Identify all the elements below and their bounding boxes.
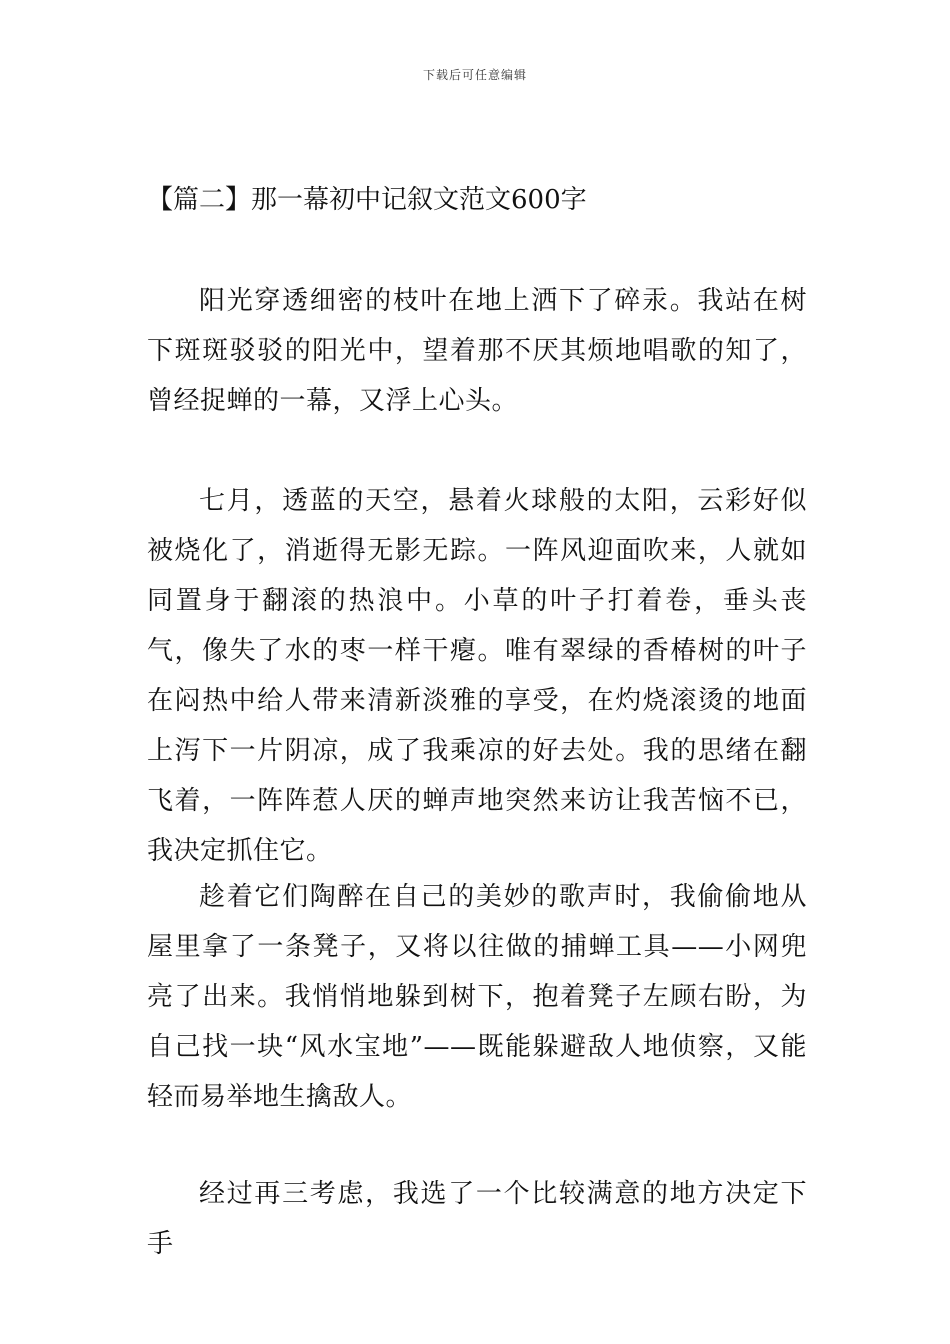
paragraph-4: 经过再三考虑，我选了一个比较满意的地方决定下手 <box>147 1179 807 1259</box>
paragraph-2: 七月，透蓝的天空，悬着火球般的太阳，云彩好似被烧化了，消逝得无影无踪。一阵风迎面吹来，人就如同置身于翻滚的热浪中。小草的叶子打着卷，垂头丧气，像失了水的枣一样干瘪。唯有翠绿的香椿树的叶子在闷热中给人带来清新淡雅的享受，在灼烧滚烫的地面上泻下一片阴凉，成了我乘凉的好去处。我的思绪在翻飞着，一阵阵惹人厌的蝉声地突然来访让我苦恼不已，我决定抓住它。 <box>147 486 807 866</box>
paragraph-1: 阳光穿透细密的枝叶在地上洒下了碎汞。我站在树下斑斑驳驳的阳光中，望着那不厌其烦地唱歌的知了，曾经捉蝉的一幕，又浮上心头。 <box>147 286 807 416</box>
page-header-note: 下载后可任意编辑 <box>422 68 527 82</box>
paragraph-3: 趁着它们陶醉在自己的美妙的歌声时，我偷偷地从屋里拿了一条凳子，又将以往做的捕蝉工具——小网兜亮了出来。我悄悄地躲到树下，抱着凳子左顾右盼，为自己找一块“风水宝地”——既能躲避敌人地侦察，又能轻而易举地生擒敌人。 <box>147 882 807 1112</box>
document-title: 【篇二】那一幕初中记叙文范文600字 <box>147 185 587 215</box>
